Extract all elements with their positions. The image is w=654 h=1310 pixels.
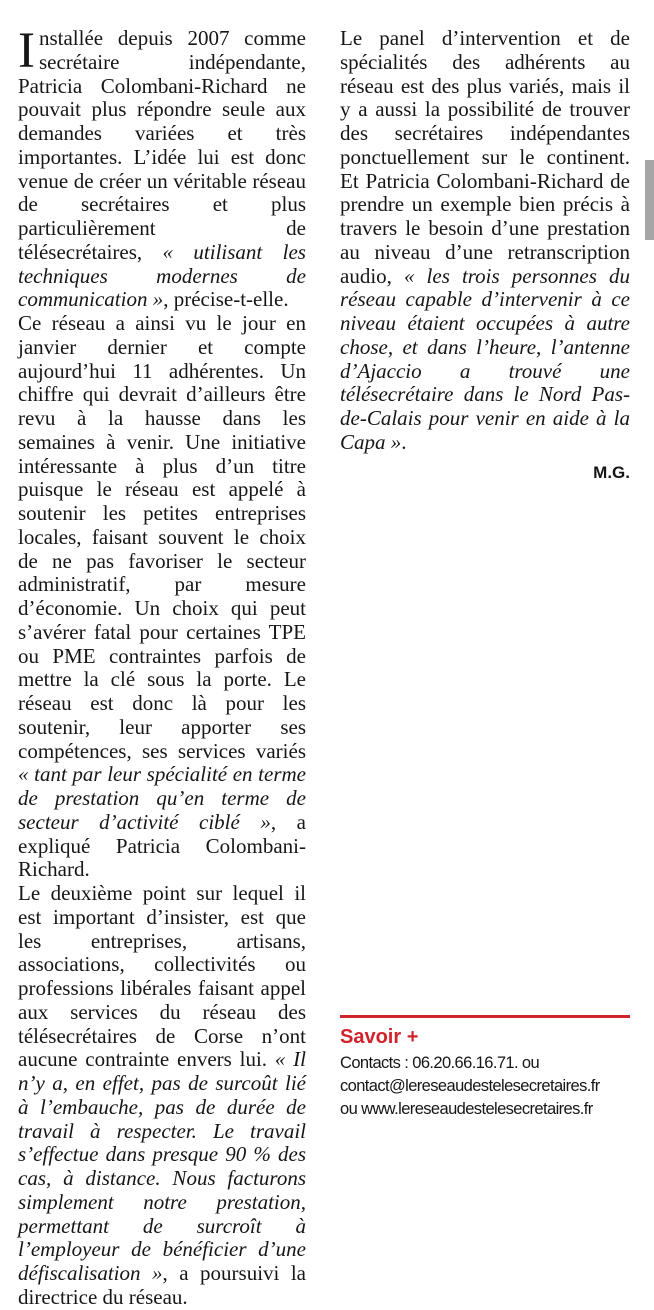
contact-website: ou www.lereseaudestelesecretaires.fr (340, 1100, 593, 1118)
paragraph-1-quote: « utilisant les techniques modernes de communication » (18, 239, 306, 312)
article-column-right (340, 27, 630, 484)
paragraph-2-tail: , a expliqué Patricia Colombani-Richard. (18, 809, 306, 882)
author-signature: M.G. (593, 462, 630, 482)
savoir-divider (340, 1015, 630, 1018)
paragraph-4-quote: « les trois personnes du réseau capable d’intervenir à ce niveau étaient occupées à autre chose, et dans l’heure, l’antenne d’Ajaccio a trouvé une télésecrétaire dans le Nord Pas-de-Calais pour venir en aide à la Capa » (340, 263, 630, 454)
paragraph-2-text: Ce réseau a ainsi vu le jour en janvier dernier et compte aujourd’hui 11 adhérentes. Un chiffre qui devrait d’ailleurs être revu à la hausse dans les semaines à venir. Une initiative intéressante à plus d’un titre puisque le réseau est appelé à soutenir les petites entreprises locales, faisant souvent le choix de ne pas favoriser le secteur administratif, par mesure d’économie. Un choix qui peut s’avérer fatal pour certaines TPE ou PME contraintes parfois de mettre la clé sous la porte. Le réseau est donc là pour les soutenir, leur apporter ses compétences, ses services variés (18, 311, 306, 763)
article-paragraph-1 (18, 23, 306, 312)
paragraph-3-text: Le deuxième point sur lequel il est important d’insister, est que les entreprises, artisans, associations, collectivités ou professions libérales faisant appel aux services du réseau des télésecrétaires de Corse n’ont aucune contrainte envers lui. (18, 881, 306, 1072)
paragraph-3-quote: « Il n’y a, en effet, pas de surcoût lié à l’embauche, pas de durée de travail à respecter. Le travail s’effectue dans presque 90 % des cas, à distance. Nous facturons simplement notre prestation, permettant de surcroît à l’employeur de bénéficier d’une défiscalisation » (18, 1047, 307, 1285)
savoir-title: Savoir + (340, 1026, 419, 1048)
article-column-left (18, 23, 307, 1310)
paragraph-2-quote: « tant par leur spécialité en terme de prestation qu’en terme de secteur d’activité ciblé » (18, 762, 306, 834)
drop-cap: I (18, 23, 35, 79)
paragraph-3-tail: , a poursuivi la directrice du réseau. (18, 1261, 306, 1309)
article-paragraph-3-start (18, 882, 306, 1310)
article-paragraph-2 (18, 312, 306, 882)
savoir-plus-box (340, 1015, 630, 1121)
article-paragraph-4 (340, 27, 630, 455)
paragraph-1-text: nstallée depuis 2007 comme secrétaire indépendante, Patricia Colombani-Richard ne pouvait plus répondre seule aux demandes variées et très importantes. L’idée lui est donc venue de créer un véritable réseau de secrétaires et plus particulièrement de télésecrétaires, (18, 26, 306, 264)
contact-email: contact@lereseaudestelesecretaires.fr (340, 1077, 600, 1095)
scan-edge-mark (645, 160, 654, 240)
paragraph-4-tail: . (401, 429, 407, 454)
paragraph-1-tail: , précise-t-elle. (163, 287, 289, 312)
contact-phone: Contacts : 06.20.66.16.71. ou (340, 1054, 540, 1072)
paragraph-4-text: Le panel d’intervention et de spécialités des adhérents au réseau est des plus variés, mais il y a aussi la possibilité de trouver des secrétaires indépendantes ponctuellement sur le continent. Et Patricia Colombani-Richard de prendre un exemple bien précis à travers le besoin d’une prestation au niveau d’une retranscription audio, (340, 26, 630, 288)
